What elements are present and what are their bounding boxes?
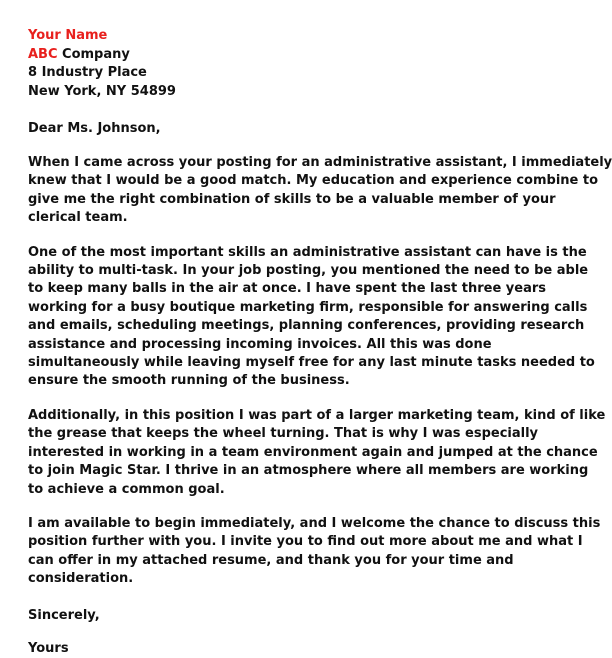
signature: Yours: [28, 640, 69, 656]
company-prefix: ABC: [28, 46, 58, 62]
paragraph-line: When I came across your posting for an administrative assistant, I immediately: [28, 155, 612, 170]
paragraph-line: to join Magic Star. I thrive in an atmosphere where all members are working: [28, 463, 589, 479]
cover-letter: [28, 27, 612, 658]
paragraph-2: [28, 244, 595, 391]
paragraph-line: ensure the smooth running of the business.: [28, 373, 350, 389]
sender-city: New York, NY 54899: [28, 83, 176, 99]
company-suffix: Company: [57, 46, 130, 62]
paragraph-line: clerical team.: [28, 210, 128, 226]
paragraph-line: position further with you. I invite you to find out more about me and what I: [28, 534, 583, 550]
paragraph-line: I am available to begin immediately, and I welcome the chance to discuss this: [28, 515, 601, 531]
paragraph-1: [28, 154, 612, 228]
paragraph-line: consideration.: [28, 571, 134, 587]
paragraph-line: can offer in my attached resume, and thank you for your time and: [28, 552, 514, 568]
paragraph-line: Additionally, in this position I was part of a larger marketing team, kind of like: [28, 407, 606, 423]
paragraph-4: [28, 515, 601, 589]
sender-company: [28, 46, 458, 65]
paragraph-line: give me the right combination of skills to be a valuable member of your: [28, 191, 556, 207]
paragraph-line: assistance and processing incoming invoices. All this was done: [28, 336, 492, 352]
paragraph-line: One of the most important skills an administrative assistant can have is the: [28, 244, 587, 260]
closing: Sincerely,: [28, 607, 100, 623]
paragraph-line: and emails, scheduling meetings, planning conferences, providing research: [28, 318, 585, 334]
paragraph-line: ability to multi-task. In your job posting, you mentioned the need to be able: [28, 263, 589, 279]
salutation: Dear Ms. Johnson,: [28, 121, 161, 136]
paragraph-line: the grease that keeps the wheel turning. That is why I was especially: [28, 426, 539, 442]
paragraph-3: [28, 407, 606, 499]
paragraph-line: working for a busy boutique marketing firm, responsible for answering calls: [28, 299, 588, 315]
paragraph-line: knew that I would be a good match. My education and experience combine to: [28, 173, 599, 189]
paragraph-line: interested in working in a team environment again and jumped at the chance: [28, 444, 598, 460]
sender-name: Your Name: [28, 28, 108, 43]
sender-address-block: [28, 27, 458, 101]
paragraph-line: to keep many balls in the air at once. I have spent the last three years: [28, 281, 546, 297]
sender-street: 8 Industry Place: [28, 65, 147, 80]
paragraph-line: simultaneously while leaving myself free for any last minute tasks needed to: [28, 355, 595, 371]
paragraph-line: to achieve a common goal.: [28, 481, 225, 497]
